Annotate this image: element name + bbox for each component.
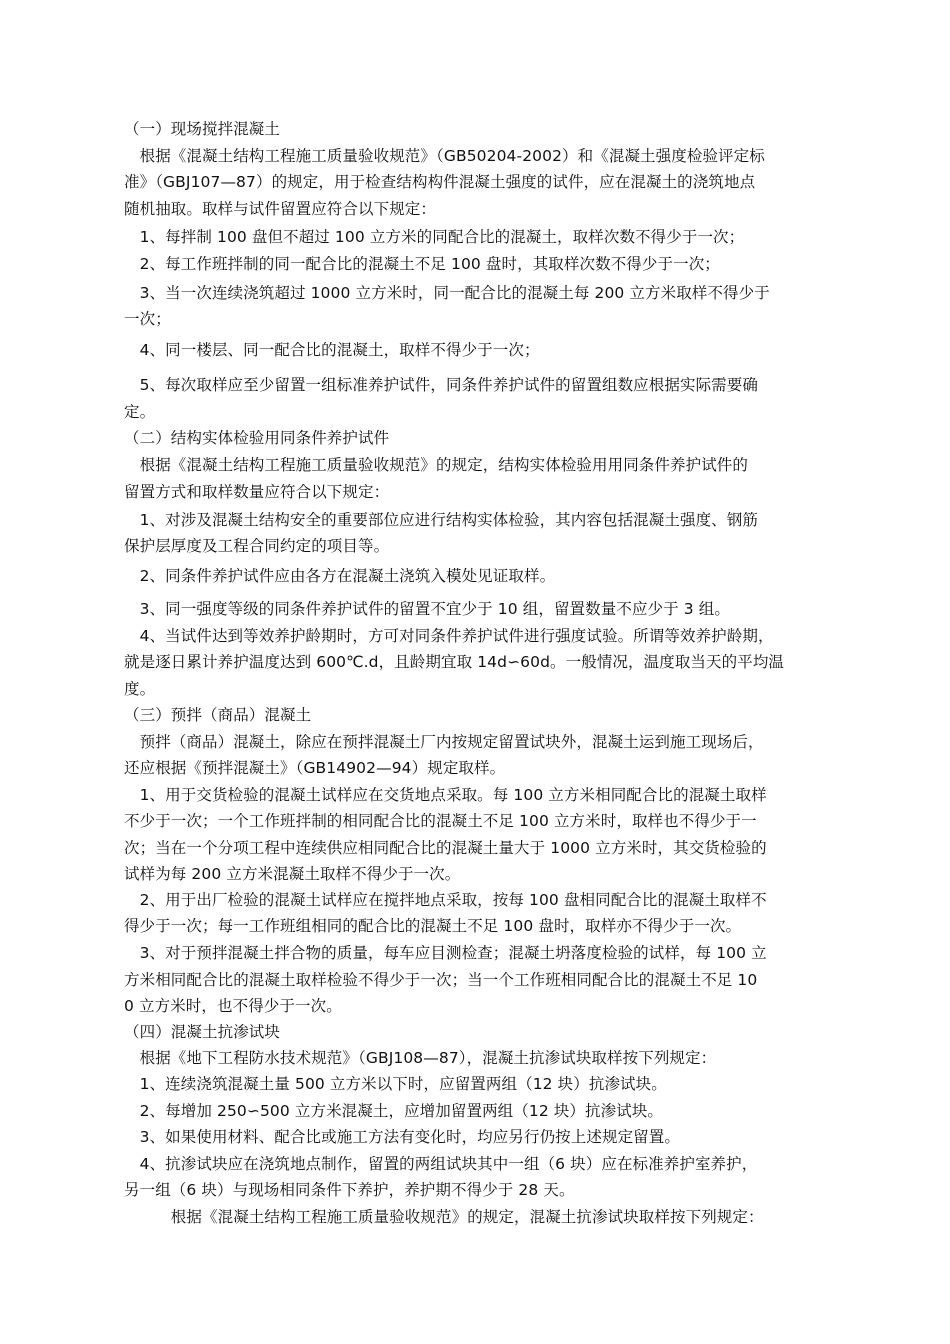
list-item-line: 3、对于预拌混凝土拌合物的质量，每车应目测检查；混凝土坍落度检验的试样，每 100 立 [124, 944, 767, 962]
paragraph-line: 根据《地下工程防水技术规范》（GBJ108—87），混凝土抗渗试块取样按下列规定： [124, 1049, 717, 1067]
list-item-line: 1、每拌制 100 盘但不超过 100 立方米的同配合比的混凝土，取样次数不得少于一次； [124, 228, 745, 246]
paragraph-line: 根据《混凝土结构工程施工质量验收规范》的规定，结构实体检验用用同条件养护试件的 [124, 456, 749, 474]
list-item-line: 3、当一次连续浇筑超过 1000 立方米时，同一配合比的混凝土每 200 立方米取样不得少于 [124, 284, 770, 302]
list-item-line: 次；当在一个分项工程中连续供应相同配合比的混凝土量大于 1000 立方米时，其交货检验的 [124, 839, 767, 857]
list-item-line: 4、当试件达到等效养护龄期时，方可对同条件养护试件进行强度试验。所谓等效养护龄期， [124, 627, 774, 645]
paragraph-line: 还应根据《预拌混凝土》（GB14902—94）规定取样。 [124, 759, 506, 777]
list-item-line: 2、用于出厂检验的混凝土试样应在搅拌地点采取，按每 100 盘相同配合比的混凝土取样不 [124, 891, 767, 909]
paragraph-line: 根据《混凝土结构工程施工质量验收规范》的规定，混凝土抗渗试块取样按下列规定： [124, 1208, 764, 1226]
list-item-line: 3、如果使用材料、配合比或施工方法有变化时，均应另行仍按上述规定留置。 [124, 1128, 680, 1146]
list-item-line: 另一组（6 块）与现场相同条件下养护，养护期不得少于 28 天。 [124, 1181, 575, 1199]
paragraph-line: 预拌（商品）混凝土，除应在预拌混凝土厂内按规定留置试块外，混凝土运到施工现场后， [124, 733, 764, 751]
list-item-line: 1、对涉及混凝土结构安全的重要部位应进行结构实体检验，其内容包括混凝土强度、钢筋 [124, 511, 758, 529]
list-item-line: 3、同一强度等级的同条件养护试件的留置不宜少于 10 组，留置数量不应少于 3 组。 [124, 600, 730, 618]
list-item-line: 4、抗渗试块应在浇筑地点制作，留置的两组试块其中一组（6 块）应在标准养护室养护， [124, 1155, 758, 1173]
list-item-line: 得少于一次；每一工作班组相同的配合比的混凝土不足 100 盘时，取样亦不得少于一次。 [124, 917, 742, 935]
list-item-line: 方米相同配合比的混凝土取样检验不得少于一次；当一个工作班相同配合比的混凝土不足 10 [124, 971, 758, 989]
list-item-line: 5、每次取样应至少留置一组标准养护试件，同条件养护试件的留置组数应根据实际需要确 [124, 376, 758, 394]
list-item-line: 4、同一楼层、同一配合比的混凝土，取样不得少于一次； [124, 341, 540, 359]
section-heading-4: （四）混凝土抗渗试块 [124, 1023, 281, 1041]
paragraph-line: 留置方式和取样数量应符合以下规定： [124, 483, 390, 501]
list-item-line: 试样为每 200 立方米混凝土取样不得少于一次。 [124, 865, 461, 883]
paragraph-line: 准》（GBJ107—87）的规定，用于检查结构构件混凝土强度的试件，应在混凝土的浇筑地点 [124, 173, 756, 191]
list-item-line: 2、每增加 250∽500 立方米混凝土，应增加留置两组（12 块）抗渗试块。 [124, 1102, 664, 1120]
list-item-line: 0 立方米时，也不得少于一次。 [124, 997, 342, 1015]
list-item-line: 1、用于交货检验的混凝土试样应在交货地点采取。每 100 立方米相同配合比的混凝土取样 [124, 786, 767, 804]
section-heading-2: （二）结构实体检验用同条件养护试件 [124, 429, 390, 447]
section-heading-1: （一）现场搅拌混凝土 [124, 120, 281, 138]
list-item-line: 1、连续浇筑混凝土量 500 立方米以下时，应留置两组（12 块）抗渗试块。 [124, 1075, 667, 1093]
paragraph-line: 随机抽取。取样与试件留置应符合以下规定： [124, 200, 437, 218]
list-item-line: 不少于一次；一个工作班拌制的相同配合比的混凝土不足 100 立方米时，取样也不得少于一 [124, 812, 757, 830]
list-item-line: 定。 [124, 403, 156, 421]
list-item-line: 2、每工作班拌制的同一配合比的混凝土不足 100 盘时，其取样次数不得少于一次； [124, 255, 720, 273]
paragraph-line: 根据《混凝土结构工程施工质量验收规范》（GB50204-2002）和《混凝土强度检验评定标 [124, 147, 765, 165]
list-item-line: 保护层厚度及工程合同约定的项目等。 [124, 537, 390, 555]
section-heading-3: （三）预拌（商品）混凝土 [124, 706, 312, 724]
list-item-line: 就是逐日累计养护温度达到 600℃.d，且龄期宜取 14d∽60d。一般情况，温度取当天的平均温 [124, 653, 785, 671]
list-item-line: 度。 [124, 680, 156, 698]
list-item-line: 一次； [124, 310, 171, 328]
list-item-line: 2、同条件养护试件应由各方在混凝土浇筑入模处见证取样。 [124, 567, 556, 585]
